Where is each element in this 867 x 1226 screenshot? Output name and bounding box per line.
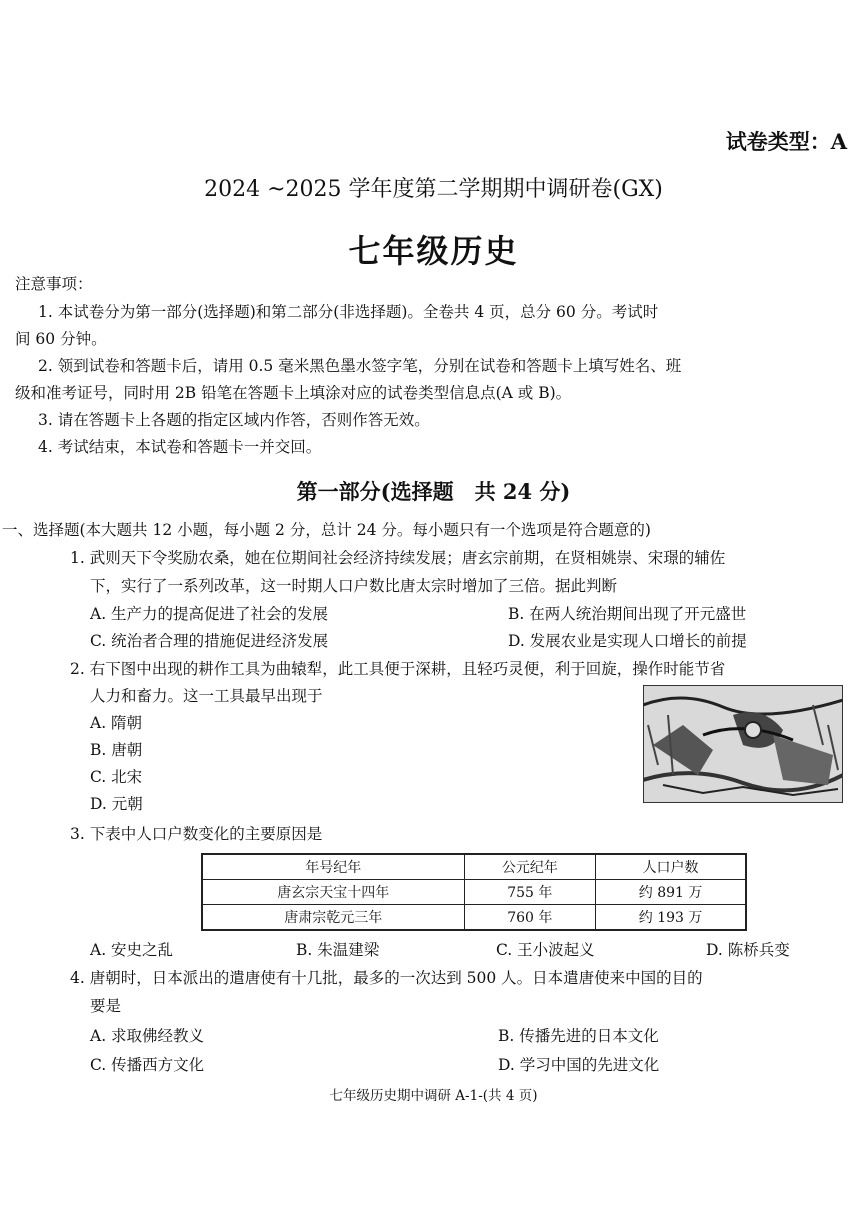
note-item-1-line-2: 间 60 分钟。 <box>15 330 107 348</box>
table-header-cell: 公元纪年 <box>464 854 596 880</box>
table-header-cell: 年号纪年 <box>202 854 464 880</box>
q3-option-d: D. 陈桥兵变 <box>706 941 790 959</box>
q3-stem: 3. 下表中人口户数变化的主要原因是 <box>70 825 323 843</box>
note-item-4: 4. 考试结束，本试卷和答题卡一并交回。 <box>38 438 322 456</box>
table-header-cell: 人口户数 <box>596 854 746 880</box>
q4-stem-line-2: 要是 <box>90 997 122 1015</box>
q1-option-d: D. 发展农业是实现人口增长的前提 <box>508 632 747 650</box>
table-cell: 唐肃宗乾元三年 <box>202 905 464 931</box>
q2-stem-line-2: 人力和畜力。这一工具最早出现于 <box>90 687 323 705</box>
q4-option-b: B. 传播先进的日本文化 <box>498 1027 659 1045</box>
table-cell: 约 891 万 <box>596 880 746 905</box>
subject-title: 七年级历史 <box>348 232 519 270</box>
page-footer: 七年级历史期中调研 A-1-(共 4 页) <box>329 1088 538 1104</box>
notes-heading: 注意事项： <box>15 275 93 293</box>
q2-option-c: C. 北宋 <box>90 768 143 786</box>
q2-option-a: A. 隋朝 <box>90 714 143 732</box>
note-item-2-line-1: 2. 领到试卷和答题卡后，请用 0.5 毫米黑色墨水签字笔，分别在试卷和答题卡上填写姓名、班 <box>38 357 682 375</box>
q4-option-c: C. 传播西方文化 <box>90 1056 205 1074</box>
q4-stem-line-1: 4. 唐朝时，日本派出的遣唐使有十几批，最多的一次达到 500 人。日本遣唐使来中国的目的 <box>70 969 703 987</box>
paper-type-label: 试卷类型：A <box>725 129 847 154</box>
table-cell: 755 年 <box>464 880 596 905</box>
table-cell: 760 年 <box>464 905 596 931</box>
q4-option-d: D. 学习中国的先进文化 <box>498 1056 660 1074</box>
q2-option-b: B. 唐朝 <box>90 741 143 759</box>
table-cell: 唐玄宗天宝十四年 <box>202 880 464 905</box>
note-item-1-line-1: 1. 本试卷分为第一部分(选择题)和第二部分(非选择题)。全卷共 4 页，总分 60 分。考试时 <box>38 303 659 321</box>
population-table <box>201 853 747 931</box>
q1-option-a: A. 生产力的提高促进了社会的发展 <box>90 605 329 623</box>
q1-option-c: C. 统治者合理的措施促进经济发展 <box>90 632 329 650</box>
table-row <box>202 880 746 905</box>
note-item-3: 3. 请在答题卡上各题的指定区域内作答，否则作答无效。 <box>38 411 430 429</box>
q2-stem-line-1: 2. 右下图中出现的耕作工具为曲辕犁，此工具便于深耕，且轻巧灵便，利于回旋，操作时能节省 <box>70 660 726 678</box>
q1-stem-line-1: 1. 武则天下令奖励农桑，她在位期间社会经济持续发展；唐玄宗前期，在贤相姚崇、宋璟的辅佐 <box>70 549 726 567</box>
table-cell: 约 193 万 <box>596 905 746 931</box>
q4-option-a: A. 求取佛经教义 <box>90 1027 205 1045</box>
section-instructions: 一、选择题(本大题共 12 小题，每小题 2 分，总计 24 分。每小题只有一个选项是符合题意的) <box>2 521 651 539</box>
table-row <box>202 905 746 931</box>
q3-option-a: A. 安史之乱 <box>90 941 174 959</box>
exam-title: 2024 ~2025 学年度第二学期期中调研卷(GX) <box>204 177 663 202</box>
q2-option-d: D. 元朝 <box>90 795 143 813</box>
table-header-row <box>202 854 746 880</box>
q1-stem-line-2: 下，实行了一系列改革，这一时期人口户数比唐太宗时增加了三倍。据此判断 <box>90 577 618 595</box>
note-item-2-line-2: 级和准考证号，同时用 2B 铅笔在答题卡上填涂对应的试卷类型信息点(A 或 B)。 <box>15 384 572 402</box>
q3-option-c: C. 王小波起义 <box>496 941 595 959</box>
q3-option-b: B. 朱温建梁 <box>296 941 380 959</box>
q1-option-b: B. 在两人统治期间出现了开元盛世 <box>508 605 747 623</box>
curved-plow-image <box>643 685 843 803</box>
section-title: 第一部分(选择题 共 24 分) <box>296 479 571 504</box>
